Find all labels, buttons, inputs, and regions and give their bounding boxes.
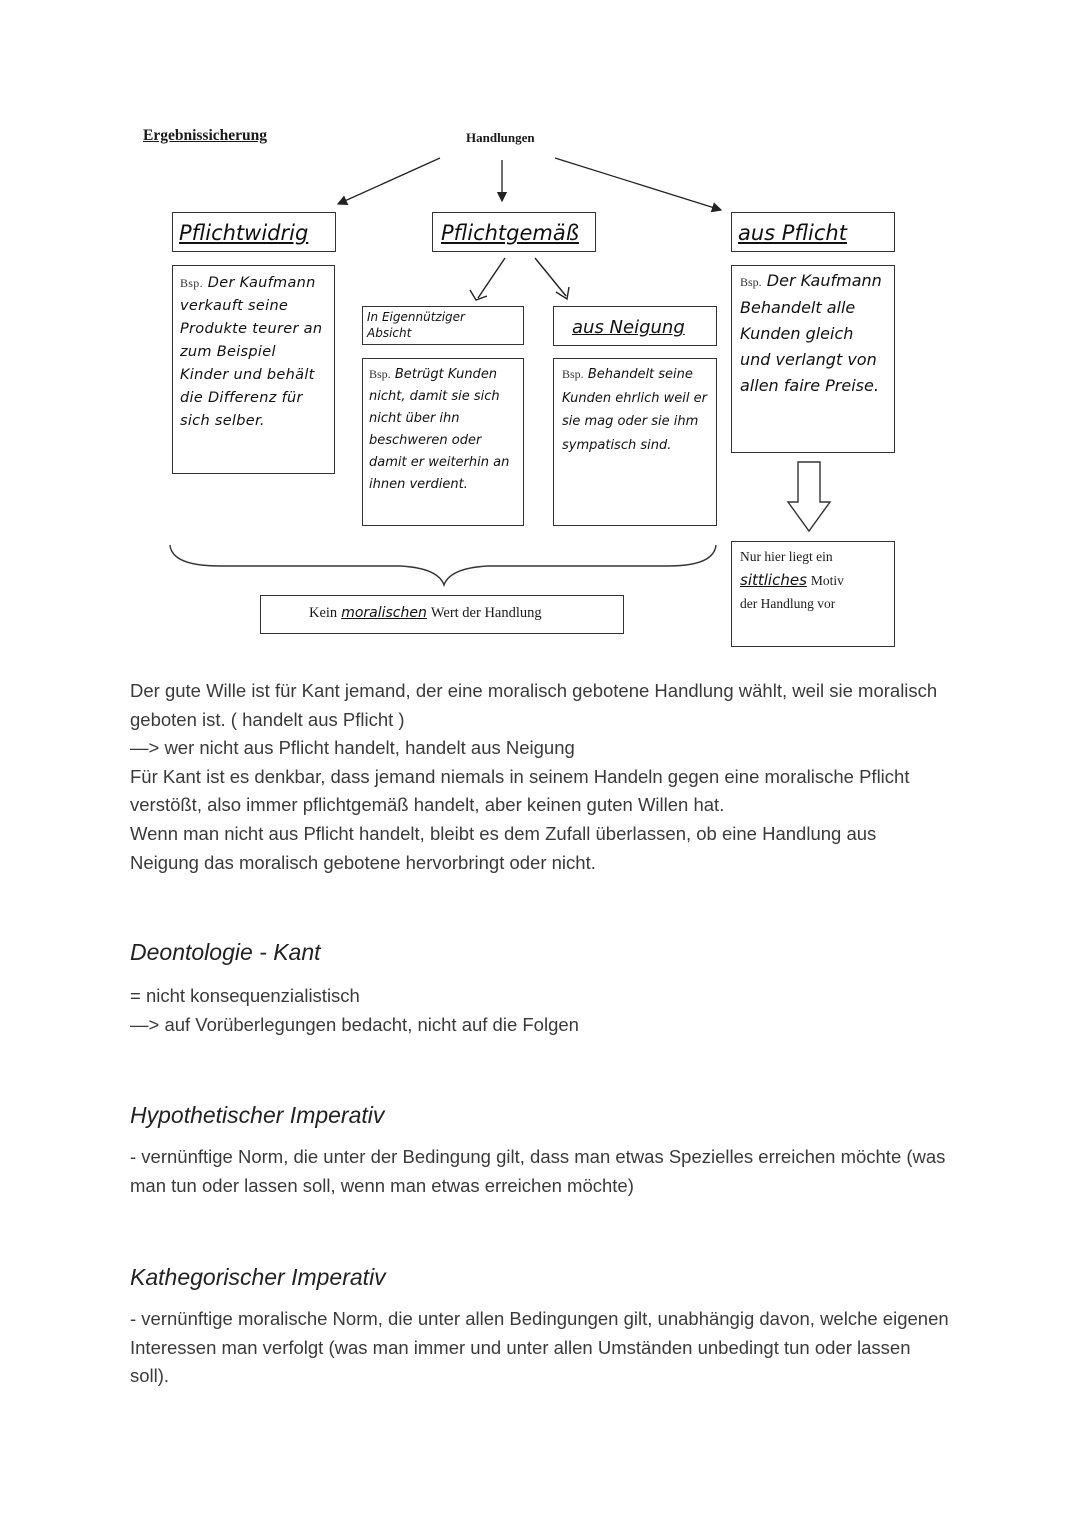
section-line: - vernünftige Norm, die unter der Bedingung gilt, dass man etwas Spezielles erreichen möchte (was man tun oder lassen soll, wenn man etwas erreichen möchte) — [130, 1146, 946, 1196]
node-aus-pflicht — [731, 212, 895, 252]
example-text: Betrügt Kunden nicht, damit sie sich nicht über ihn beschweren oder damit er weiterhin an ihnen verdient. — [369, 367, 510, 492]
motive-line3: der Handlung vor — [740, 596, 836, 611]
node-label: Pflichtgemäß — [441, 221, 579, 245]
section-title: Kathegorischer Imperativ — [130, 1264, 386, 1290]
arrow-left — [338, 158, 440, 204]
paragraph: Für Kant ist es denkbar, dass jemand niemals in seinem Handeln gegen eine moralische Pflicht verstößt, also immer pflichtgemäß handelt, aber keinen guten Willen hat. — [130, 765, 910, 816]
arrow-right — [555, 158, 721, 210]
section-title: Hypothetischer Imperativ — [130, 1102, 385, 1128]
example-text: Der Kaufmann verkauft seine Produkte teurer an zum Beispiel Kinder und behält die Differenz für sich selber. — [180, 275, 323, 429]
section-line: - vernünftige moralische Norm, die unter allen Bedingungen gilt, unabhängig davon, welche eigenen Interessen man verfolgt (was man immer und unter allen Umständen unbedingt tun oder lassen soll). — [130, 1308, 949, 1387]
no-moral-handwritten: moralischen — [341, 605, 427, 621]
paragraph: Der gute Wille ist für Kant jemand, der eine moralisch gebotene Handlung wählt, weil sie moralisch geboten ist. ( handelt aus Pflicht ) — [130, 680, 938, 730]
root-node-handlungen: Handlungen — [466, 130, 535, 145]
example-prefix: Bsp. — [740, 275, 762, 289]
example-pflichtwidrig — [172, 265, 335, 474]
node-label: In Eigennütziger Absicht — [367, 310, 465, 340]
example-aus-pflicht — [731, 265, 895, 453]
example-text: Behandelt seine Kunden ehrlich weil er sie mag oder sie ihm sympatisch sind. — [562, 367, 707, 453]
no-moral-value-box — [260, 595, 624, 634]
curly-brace — [170, 545, 716, 585]
node-label: aus Neigung — [572, 317, 685, 338]
section-deontologie — [130, 939, 950, 1039]
diagram-connectors — [0, 0, 1080, 660]
example-prefix: Bsp. — [369, 367, 391, 381]
section-kategorischer-imperativ — [130, 1264, 950, 1391]
paragraph: Wenn man nicht aus Pflicht handelt, bleibt es dem Zufall überlassen, ob eine Handlung aus Neigung das moralisch gebotene hervorbringt oder nicht. — [130, 822, 877, 873]
intro-text — [130, 677, 950, 877]
section-heading: Ergebnissicherung — [143, 127, 268, 144]
paragraph: —> wer nicht aus Pflicht handelt, handelt aus Neigung — [130, 737, 575, 759]
node-aus-neigung — [553, 306, 717, 346]
down-arrow-icon — [788, 462, 830, 531]
node-eigennuetzige-absicht — [362, 306, 524, 345]
section-hypothetischer-imperativ — [130, 1102, 950, 1200]
section-line: = nicht konsequenzialistisch — [130, 985, 360, 1006]
example-prefix: Bsp. — [180, 276, 203, 290]
example-neigung — [553, 358, 717, 526]
example-text: Der Kaufmann Behandelt alle Kunden gleich und verlangt von allen faire Preise. — [740, 271, 882, 395]
moral-motive-box — [731, 541, 895, 647]
node-pflichtgemaess — [432, 212, 596, 252]
motive-handwritten: sittliches — [740, 571, 807, 589]
example-prefix: Bsp. — [562, 367, 584, 381]
no-moral-prefix: Kein — [309, 605, 338, 621]
section-title: Deontologie - Kant — [130, 939, 321, 965]
node-pflichtwidrig — [172, 212, 336, 252]
node-label: aus Pflicht — [738, 221, 847, 245]
section-line: —> auf Vorüberlegungen bedacht, nicht auf die Folgen — [130, 1013, 579, 1035]
no-moral-suffix: Wert der Handlung — [430, 605, 542, 621]
motive-line1: Nur hier liegt ein — [740, 549, 833, 564]
node-label: Pflichtwidrig — [179, 221, 309, 245]
motive-suffix: Motiv — [810, 573, 844, 588]
example-eigennuetzig — [362, 358, 524, 526]
